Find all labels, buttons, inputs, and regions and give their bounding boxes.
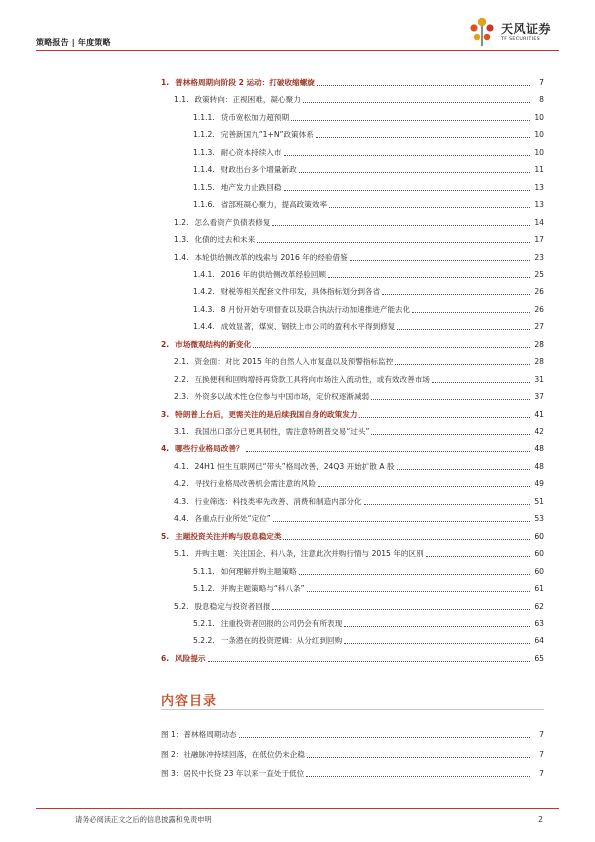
toc-entry-number: 4.3. [174,496,189,506]
toc-entry-page: 62 [534,601,544,611]
toc-entry-label [193,165,299,175]
toc-entry-title: 一条潜在的投资逻辑：从分红到回购 [220,636,343,646]
toc-entry-number: 1.1.1. [193,112,215,122]
toc-entry-label [193,183,284,193]
toc-entry-page: 60 [534,531,544,541]
toc-entry-title: 并购主题：关注国企、科八条，注意此次并购行情与 2015 年的区别 [194,549,424,559]
toc-leader-dots [273,521,530,522]
toc-entry-title: 怎么看资产负债表修复 [194,217,271,227]
toc-leader-dots [284,155,531,156]
toc-leader-dots [364,504,530,505]
toc-entry-page: 41 [534,409,544,419]
toc-entry-number: 6. [161,653,170,663]
toc-entry-number: 1.1.6. [193,200,215,210]
toc-entry-number: 5.1. [174,549,189,559]
footer-disclaimer: 请务必阅读正文之后的信息披露和免责申明 [75,815,212,824]
toc-entry-number: 1.4.4. [193,322,215,332]
toc-entry-title: 我国出口部分已更具韧性，需注意特朗普交易“过头” [194,427,370,436]
toc-entry[interactable] [193,285,544,297]
toc-entry[interactable] [161,530,544,542]
toc-entry-label [193,287,382,297]
toc-entry-number: 4. [161,444,170,454]
toc-entry-title: 地产发力止跌回稳 [220,182,282,192]
toc-entry-number: 5.2.1. [193,618,215,628]
figure-entry-page: 7 [539,769,544,778]
toc-leader-dots [257,242,530,243]
toc-leader-dots [328,277,530,278]
toc-leader-dots [426,556,530,557]
toc-entry-page: 60 [534,549,544,559]
toc-entry-page: 13 [534,200,544,210]
toc-entry[interactable] [193,617,544,629]
toc-entry[interactable] [174,512,544,524]
toc-entry[interactable] [174,233,544,245]
toc-entry-page: 49 [534,479,544,489]
toc-entry-page: 8 [539,95,544,105]
toc-entry[interactable] [193,565,544,577]
header-divider [36,50,559,51]
toc-entry-page: 60 [534,566,544,576]
toc-entry-title: 24H1 恒生互联网已“带头”格局改善，24Q3 开始扩散 A 股 [194,461,395,471]
toc-leader-dots [359,417,530,418]
toc-entry-page: 31 [534,374,544,384]
toc-entry-page: 10 [534,112,544,122]
toc-entry-label [193,130,316,140]
toc-entry-title: 财税等相关配套文件印发，具体指标划分到各省 [220,287,381,297]
toc-entry-label [174,549,426,559]
toc-entry-title: 本轮供给侧改革的线索与 2016 年的经验借鉴 [194,252,348,262]
toc-leader-dots [317,85,530,86]
toc-entry-number: 1.1.2. [193,130,215,140]
toc-entry-number: 4.4. [174,514,189,524]
toc-entry-number: 2.2. [174,374,189,384]
toc-entry[interactable] [161,76,544,88]
toc-entry-number: 2.3. [174,392,189,402]
toc-entry-label [193,200,329,210]
toc-entry-title: 特朗普上台后，更需关注的是后续我国自身的政策发力 [175,409,358,419]
toc-entry[interactable] [193,111,544,123]
toc-entry-title: 政策转向：正视困难，凝心聚力 [194,95,301,105]
toc-leader-dots [397,469,530,470]
toc-entry-number: 1.1. [174,95,189,105]
toc-entry-number: 1.1.3. [193,147,215,157]
toc-entry-page: 13 [534,182,544,192]
toc-entry-title: 如何理解并购主题策略 [220,566,297,576]
toc-entry-title: 并购主题策略与“科八条” [220,584,305,594]
toc-entry-label [161,410,359,420]
toc-entry-number: 5.1.2. [193,584,215,594]
toc-entry[interactable] [193,582,544,594]
toc-leader-dots [272,609,530,610]
toc-entry-label [174,253,350,263]
logo-chinese-name: 天风证券 [501,22,552,36]
toc-leader-dots [395,364,530,365]
toc-entry-page: 25 [534,269,544,279]
toc-entry-number: 4.1. [174,461,189,471]
toc-entry-label [174,427,371,437]
toc-entry-number: 1.2. [174,217,189,227]
toc-entry[interactable] [174,547,544,559]
toc-entry[interactable] [174,373,544,385]
toc-leader-dots [318,486,530,487]
toc-leader-dots [371,434,530,435]
footer-divider [36,808,559,809]
toc-entry-title: 8 月份开始专项督查以及联合执法行动加速推进产能去化 [220,304,411,314]
toc-entry-label [193,305,412,315]
toc-entry-label [174,479,318,489]
toc-entry-page: 10 [534,147,544,157]
figure-entry[interactable] [161,767,544,779]
toc-entry-label [161,654,208,664]
toc-leader-dots [303,102,530,103]
toc-entry-number: 1.1.4. [193,165,215,175]
toc-entry-number: 5.1.1. [193,566,215,576]
toc-entry-title: 资金面：对比 2015 年的自然人入市复盘以及预警指标监控 [194,357,394,367]
toc-entry-number: 1.4. [174,252,189,262]
toc-entry-label [174,392,371,402]
toc-entry[interactable] [161,652,544,664]
toc-entry-label [174,497,364,507]
toc-entry-title: 财政出台多个增量新政 [220,165,297,175]
toc-entry-number: 4.2. [174,479,189,489]
toc-entry-label [174,95,303,105]
toc-entry-title: 货币宽松加力超预期 [220,112,290,122]
toc-entry[interactable] [193,268,544,280]
toc-entry-page: 48 [534,444,544,454]
toc-entry-title: 股息稳定与投资者回报 [194,601,271,611]
toc-entry[interactable] [174,477,544,489]
toc-entry-page: 26 [534,304,544,314]
toc-entry-title: 市场微观结构的新变化 [175,339,252,349]
toc-entry-title: 哪些行业格局改善？ [175,444,244,454]
toc-leader-dots [382,294,530,295]
toc-entry-page: 63 [534,618,544,628]
toc-entry[interactable] [174,600,544,612]
toc-entry-number: 1.3. [174,235,189,245]
toc-entry-page: 11 [534,165,544,175]
figure-entry-title: 图 1：普林格周期动态 [161,730,237,739]
toc-entry-page: 28 [534,339,544,349]
toc-entry[interactable] [193,303,544,315]
toc-entry-page: 64 [534,636,544,646]
toc-entry-label [193,113,291,123]
toc-entry[interactable] [174,495,544,507]
figure-entry-page: 7 [539,749,544,759]
toc-entry-label [193,148,284,158]
toc-leader-dots [344,626,530,627]
toc-entry[interactable] [174,425,544,437]
toc-leader-dots [329,207,530,208]
toc-leader-dots [412,312,530,313]
toc-entry-title: 外资多以战术性仓位参与中国市场，定价权逐渐减弱 [194,392,370,402]
toc-entry-page: 48 [534,461,544,471]
toc-entry-page: 14 [534,217,544,227]
toc-entry[interactable] [193,181,544,193]
toc-entry[interactable] [193,163,544,175]
toc-entry-title: 耐心资本持续入市 [220,147,282,157]
figure-leader-dots [239,737,530,738]
toc-entry-title: 完善新国九“1+N”政策体系 [220,130,314,140]
toc-leader-dots [284,190,531,191]
page-number: 2 [538,815,543,824]
toc-entry-page: 10 [534,130,544,140]
report-type-label: 策略报告 | 年度策略 [36,38,111,47]
toc-entry[interactable] [174,460,544,472]
figure-entry[interactable] [161,728,544,740]
toc-entry-label [174,462,397,472]
toc-entry-title: 注重投资者回报的公司仍会有所表现 [220,618,343,628]
toc-leader-dots [350,260,530,261]
toc-entry-page: 26 [534,287,544,297]
toc-entry-number: 1.1.5. [193,182,215,192]
toc-entry-page: 42 [534,427,544,436]
toc-entry[interactable] [161,338,544,350]
toc-entry-number: 2.1. [174,357,189,367]
toc-leader-dots [299,574,530,575]
toc-entry-page: 27 [534,322,544,332]
toc-leader-dots [397,329,530,330]
toc-entry-title: 互换便利和回购增持再贷款工具将向市场注入流动性，或有效改善市场 [194,374,430,384]
toc-entry-title: 成效显著，煤炭、钢铁上市公司的盈利水平得到修复 [220,322,396,332]
toc-entry-label [161,340,253,350]
toc-entry-title: 化债的过去和未来 [194,235,256,245]
toc-leader-dots [344,643,530,644]
figure-entry-title: 图 3：居民中长贷 23 年以来一直处于低位 [161,769,305,778]
toc-entry-title: 行业筛选：科技类率先改善、消费和制造内部分化 [194,496,362,506]
toc-entry[interactable] [193,634,544,646]
toc-entry-title: 省部班凝心聚力，提高政策效率 [220,200,328,210]
figure-entry-page: 7 [539,730,544,739]
toc-entry-label [174,514,273,524]
toc-entry-label [193,270,328,280]
toc-entry-page: 53 [534,514,544,524]
toc-leader-dots [246,451,530,452]
toc-entry-title: 各重点行业所处“定位” [194,514,271,524]
toc-entry[interactable] [174,355,544,367]
toc-entry[interactable] [193,320,544,332]
toc-entry[interactable] [174,216,544,228]
toc-leader-dots [371,399,530,400]
toc-entry-title: 风险提示 [175,653,206,663]
toc-leader-dots [316,137,530,138]
toc-entry-number: 1.4.2. [193,287,215,297]
section-divider [161,709,544,710]
toc-entry-number: 5.2.2. [193,636,215,646]
toc-entry-page: 51 [534,496,544,506]
toc-entry-number: 5. [161,531,170,541]
toc-entry-label [174,357,395,367]
toc-entry[interactable] [161,442,544,454]
toc-entry[interactable] [174,93,544,105]
toc-entry-label [193,619,344,629]
toc-entry-label [193,636,344,646]
toc-entry-label [193,322,397,332]
toc-entry-page: 7 [539,78,544,87]
toc-entry[interactable] [174,390,544,402]
toc-entry-page: 61 [534,584,544,594]
toc-entry[interactable] [161,408,544,420]
toc-entry-label [161,444,246,454]
figure-leader-dots [306,776,530,777]
toc-entry-title: 主题投资关注并购与股息稳定类 [175,531,282,541]
toc-leader-dots [272,225,530,226]
toc-entry-title: 2016 年的供给侧改革经验回顾 [220,269,327,279]
toc-entry-label [193,567,299,577]
company-logo [467,16,557,48]
toc-leader-dots [432,382,530,383]
toc-entry-label [174,218,272,228]
toc-entry-page: 23 [534,252,544,262]
toc-entry-label [161,78,317,88]
page-header [0,0,595,60]
toc-entry-label [161,532,283,542]
toc-entry-number: 5.2. [174,601,189,611]
toc-entry[interactable] [193,146,544,158]
section-title: 内容目录 [161,694,218,709]
toc-entry-title: 寻找行业格局改善机会需注意的风险 [194,479,316,489]
toc-entry-label [174,602,272,612]
toc-entry-page: 37 [534,392,544,402]
toc-entry-number: 1. [161,78,170,87]
toc-entry-page: 17 [534,235,544,245]
toc-entry[interactable] [193,198,544,210]
toc-entry-title: 普林格周期向阶段 2 运动：打破收缩螺旋 [175,78,315,87]
toc-entry-number: 2. [161,339,170,349]
toc-leader-dots [208,661,530,662]
toc-leader-dots [291,120,530,121]
toc-entry[interactable] [174,251,544,263]
toc-entry-number: 1.4.1. [193,269,215,279]
toc-leader-dots [307,591,530,592]
figure-entry[interactable] [161,748,544,760]
logo-flower-icon [467,16,497,48]
toc-entry-label [193,584,307,594]
logo-english-name: TF SECURITIES [501,37,541,42]
toc-entry[interactable] [193,128,544,140]
toc-entry-label [174,235,257,245]
figure-leader-dots [307,757,530,758]
toc-entry-page: 28 [534,357,544,367]
toc-entry-number: 3.1. [174,427,189,436]
toc-entry-number: 3. [161,409,170,419]
toc-leader-dots [299,172,530,173]
toc-entry-number: 1.4.3. [193,304,215,314]
toc-entry-page: 65 [534,653,544,663]
figure-entry-title: 图 2：社融脉冲持续回落，在低位仍未企稳 [161,749,305,759]
toc-leader-dots [253,347,530,348]
toc-entry-label [174,375,432,385]
toc-leader-dots [283,539,530,540]
